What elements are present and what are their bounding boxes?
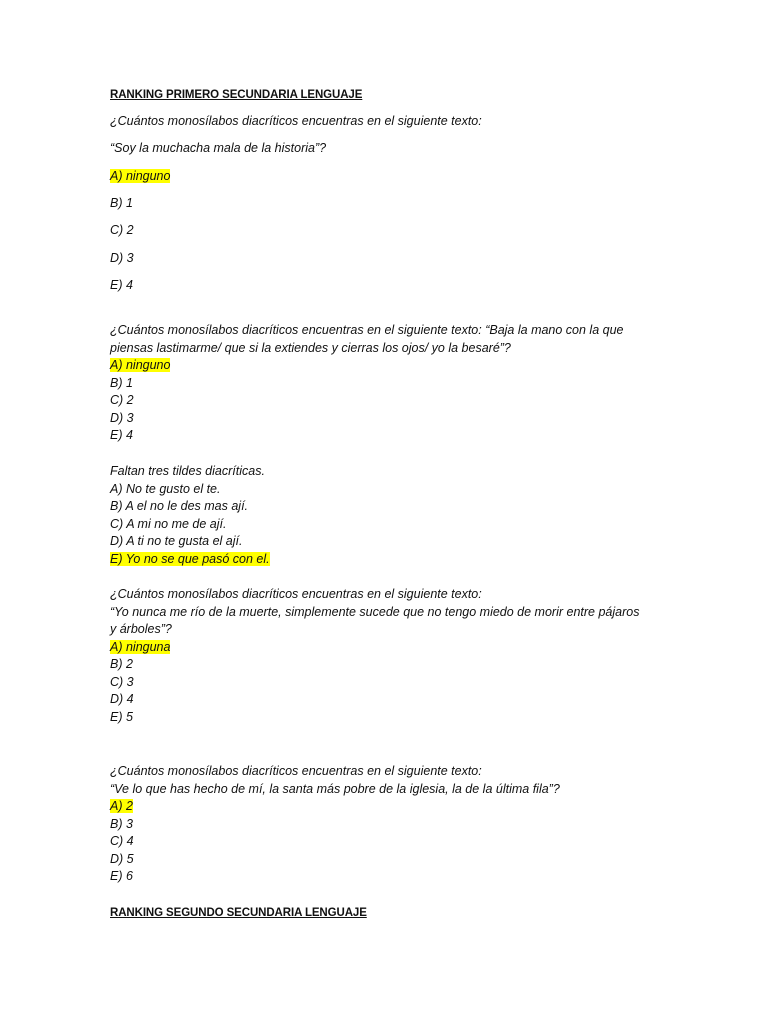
answer-highlight: A) 2	[110, 799, 133, 813]
q1-option-d: D) 3	[110, 251, 134, 265]
q4-option-c: C) 3	[110, 674, 134, 689]
q1-option-a	[110, 168, 170, 186]
q5-option-b: B) 3	[110, 816, 133, 831]
q5-question: ¿Cuántos monosílabos diacríticos encuentras en el siguiente texto:	[110, 764, 482, 778]
q4-question: ¿Cuántos monosílabos diacríticos encuentras en el siguiente texto:	[110, 587, 482, 601]
heading-primero: RANKING PRIMERO SECUNDARIA LENGUAJE	[110, 89, 363, 101]
q1-text: “Soy la muchacha mala de la historia”?	[110, 141, 327, 155]
q1-option-b: B) 1	[110, 196, 133, 210]
q2-option-a	[110, 357, 624, 375]
q1-option-e: E) 4	[110, 278, 133, 292]
q1-option-c: C) 2	[110, 223, 134, 237]
q3-option-c: C) A mi no me de ají.	[110, 516, 227, 531]
q4-option-a	[110, 639, 639, 657]
q4-text-line2: y árboles”?	[110, 622, 172, 636]
q4-option-d: D) 4	[110, 692, 134, 706]
q5-option-c: C) 4	[110, 834, 134, 848]
q5-block	[110, 763, 560, 886]
heading-segundo: RANKING SEGUNDO SECUNDARIA LENGUAJE	[110, 907, 367, 919]
q3-block	[110, 463, 270, 568]
q3-option-d: D) A ti no te gusta el ají.	[110, 534, 243, 548]
q3-option-b: B) A el no le des mas ají.	[110, 499, 249, 513]
q3-question: Faltan tres tildes diacríticas.	[110, 464, 265, 478]
q4-block	[110, 586, 639, 726]
q2-option-c: C) 2	[110, 393, 134, 407]
answer-highlight: A) ninguna	[110, 639, 171, 654]
q4-text-line1: “Yo nunca me río de la muerte, simplemente sucede que no tengo miedo de morir entre pájaros	[110, 604, 640, 619]
q2-option-e: E) 4	[110, 428, 133, 442]
q2-block	[110, 322, 624, 445]
q5-option-a	[110, 798, 560, 816]
q2-question-line1: ¿Cuántos monosílabos diacríticos encuentras en el siguiente texto: “Baja la mano con la que	[110, 323, 624, 337]
q5-text: “Ve lo que has hecho de mí, la santa más pobre de la iglesia, la de la última fila”?	[110, 781, 560, 796]
q1-question: ¿Cuántos monosílabos diacríticos encuentras en el siguiente texto:	[110, 114, 482, 128]
q3-option-e	[110, 551, 270, 569]
q5-option-e: E) 6	[110, 869, 133, 883]
q2-question-line2: piensas lastimarme/ que si la extiendes y cierras los ojos/ yo la besaré”?	[110, 340, 511, 355]
q4-option-e: E) 5	[110, 709, 133, 724]
answer-highlight: A) ninguno	[110, 169, 171, 183]
answer-highlight: A) ninguno	[110, 358, 171, 372]
q3-option-a: A) No te gusto el te.	[110, 481, 221, 496]
q2-option-d: D) 3	[110, 410, 134, 425]
q4-option-b: B) 2	[110, 657, 133, 671]
q5-option-d: D) 5	[110, 851, 134, 866]
q2-option-b: B) 1	[110, 375, 133, 390]
answer-highlight: E) Yo no se que pasó con el.	[110, 551, 270, 566]
